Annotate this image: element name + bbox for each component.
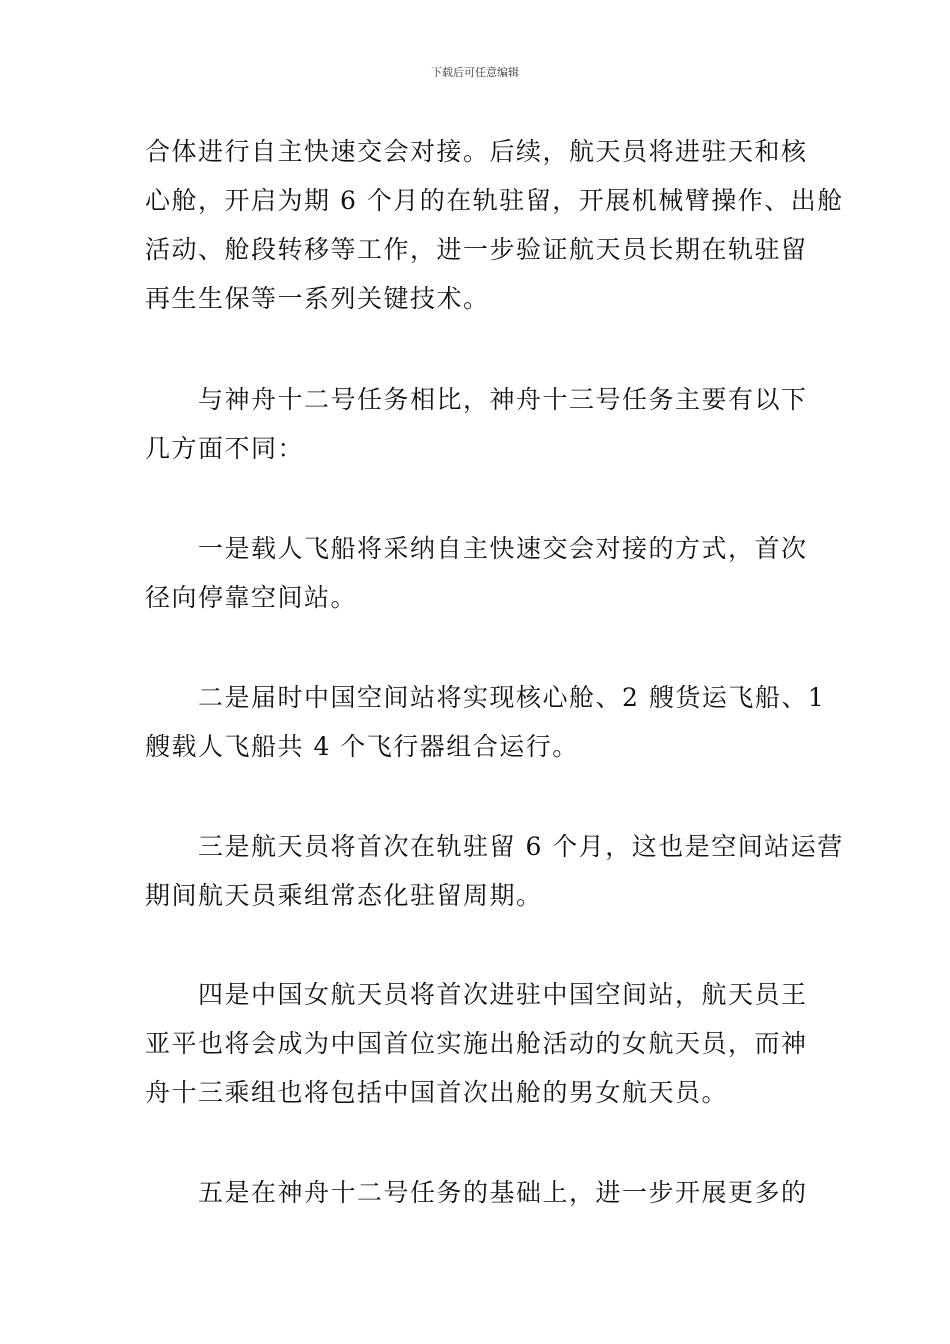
paragraph-point-5	[145, 1168, 807, 1217]
page-header: 下载后可任意编辑	[431, 66, 519, 79]
paragraph-continuation	[145, 127, 844, 323]
paragraph-point-4	[145, 970, 807, 1117]
paragraph-line: 亚平也将会成为中国首位实施出舱活动的女航天员，而神	[145, 1029, 808, 1058]
paragraph-line: 三是航天员将首次在轨驻留 6 个月，这也是空间站运营	[198, 832, 844, 861]
paragraph-line: 四是中国女航天员将首次进驻中国空间站，航天员王	[198, 980, 808, 1009]
paragraph-line: 五是在神舟十二号任务的基础上，进一步开展更多的	[198, 1178, 808, 1207]
paragraph-line: 径向停靠空间站。	[145, 583, 358, 612]
paragraph-line: 舟十三乘组也将包括中国首次出舱的男女航天员。	[145, 1078, 729, 1107]
paragraph-point-3	[145, 822, 844, 920]
paragraph-line: 一是载人飞船将采纳自主快速交会对接的方式，首次	[198, 534, 808, 563]
paragraph-line: 艘载人飞船共 4 个飞行器组合运行。	[145, 732, 579, 761]
paragraph-line: 二是届时中国空间站将实现核心舱、2 艘货运飞船、1	[198, 683, 826, 712]
paragraph-intro	[145, 375, 807, 473]
paragraph-point-1	[145, 524, 807, 622]
paragraph-line: 与神舟十二号任务相比，神舟十三号任务主要有以下	[198, 385, 808, 414]
paragraph-line: 活动、舱段转移等工作，进一步验证航天员长期在轨驻留	[145, 235, 808, 264]
paragraph-line: 合体进行自主快速交会对接。后续，航天员将进驻天和核	[145, 137, 808, 166]
paragraph-line: 几方面不同：	[145, 434, 305, 463]
paragraph-point-2	[145, 673, 826, 771]
paragraph-line: 期间航天员乘组常态化驻留周期。	[145, 881, 543, 910]
paragraph-line: 心舱，开启为期 6 个月的在轨驻留，开展机械臂操作、出舱	[145, 186, 844, 215]
paragraph-line: 再生生保等一系列关键技术。	[145, 284, 490, 313]
